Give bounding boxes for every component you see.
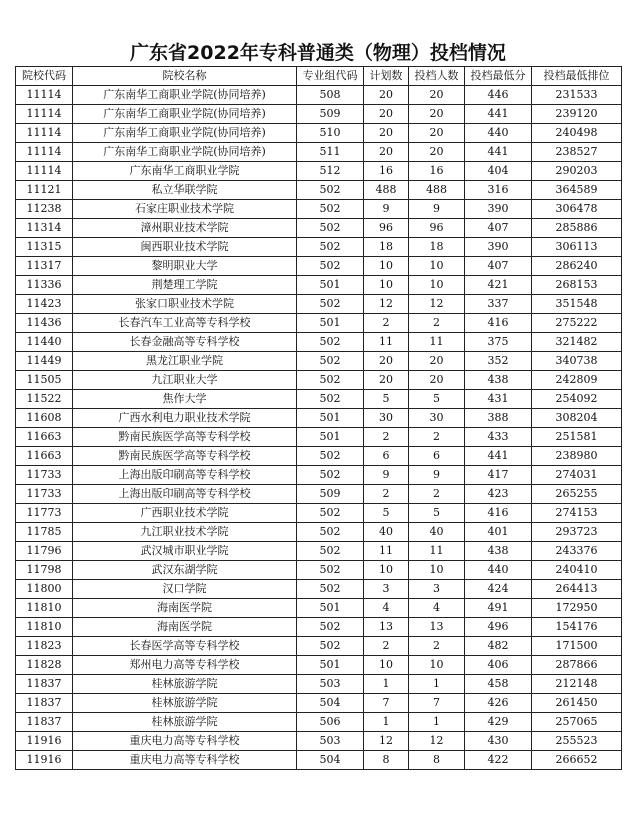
cell-min-rank: 212148 bbox=[532, 675, 622, 694]
cell-admitted-count: 1 bbox=[409, 713, 465, 732]
cell-min-score: 441 bbox=[465, 143, 532, 162]
cell-min-score: 416 bbox=[465, 314, 532, 333]
cell-admitted-count: 488 bbox=[409, 181, 465, 200]
cell-group-code: 501 bbox=[297, 409, 364, 428]
cell-plan-count: 2 bbox=[364, 428, 409, 447]
cell-school-name: 私立华联学院 bbox=[73, 181, 297, 200]
cell-school-code: 11785 bbox=[16, 523, 73, 542]
header-admitted-count: 投档人数 bbox=[409, 67, 465, 86]
cell-school-name: 重庆电力高等专科学校 bbox=[73, 751, 297, 770]
cell-school-name: 桂林旅游学院 bbox=[73, 713, 297, 732]
cell-admitted-count: 10 bbox=[409, 656, 465, 675]
cell-school-code: 11663 bbox=[16, 428, 73, 447]
cell-group-code: 502 bbox=[297, 637, 364, 656]
cell-plan-count: 5 bbox=[364, 390, 409, 409]
cell-plan-count: 16 bbox=[364, 162, 409, 181]
cell-min-score: 458 bbox=[465, 675, 532, 694]
cell-admitted-count: 10 bbox=[409, 257, 465, 276]
cell-min-score: 316 bbox=[465, 181, 532, 200]
cell-school-name: 重庆电力高等专科学校 bbox=[73, 732, 297, 751]
cell-min-score: 390 bbox=[465, 200, 532, 219]
cell-min-rank: 268153 bbox=[532, 276, 622, 295]
cell-admitted-count: 5 bbox=[409, 504, 465, 523]
table-row bbox=[16, 542, 622, 561]
cell-school-name: 海南医学院 bbox=[73, 599, 297, 618]
cell-group-code: 501 bbox=[297, 314, 364, 333]
cell-school-name: 焦作大学 bbox=[73, 390, 297, 409]
cell-min-score: 496 bbox=[465, 618, 532, 637]
cell-min-score: 430 bbox=[465, 732, 532, 751]
cell-school-name: 长春医学高等专科学校 bbox=[73, 637, 297, 656]
table-row bbox=[16, 86, 622, 105]
cell-school-name: 荆楚理工学院 bbox=[73, 276, 297, 295]
cell-plan-count: 1 bbox=[364, 713, 409, 732]
header-school-code: 院校代码 bbox=[16, 67, 73, 86]
table-row bbox=[16, 523, 622, 542]
cell-min-score: 390 bbox=[465, 238, 532, 257]
cell-school-code: 11315 bbox=[16, 238, 73, 257]
cell-admitted-count: 8 bbox=[409, 751, 465, 770]
table-row bbox=[16, 390, 622, 409]
cell-school-code: 11114 bbox=[16, 162, 73, 181]
cell-school-code: 11663 bbox=[16, 447, 73, 466]
cell-group-code: 502 bbox=[297, 580, 364, 599]
cell-min-rank: 293723 bbox=[532, 523, 622, 542]
table-row bbox=[16, 656, 622, 675]
cell-school-code: 11810 bbox=[16, 599, 73, 618]
table-row bbox=[16, 637, 622, 656]
table-row bbox=[16, 504, 622, 523]
table-row bbox=[16, 580, 622, 599]
table-row bbox=[16, 732, 622, 751]
cell-plan-count: 40 bbox=[364, 523, 409, 542]
page-title: 广东省2022年专科普通类（物理）投档情况 bbox=[130, 42, 506, 64]
cell-min-score: 417 bbox=[465, 466, 532, 485]
table-row bbox=[16, 181, 622, 200]
cell-school-name: 上海出版印刷高等专科学校 bbox=[73, 485, 297, 504]
cell-min-score: 433 bbox=[465, 428, 532, 447]
cell-school-code: 11823 bbox=[16, 637, 73, 656]
cell-group-code: 510 bbox=[297, 124, 364, 143]
cell-plan-count: 18 bbox=[364, 238, 409, 257]
cell-admitted-count: 2 bbox=[409, 637, 465, 656]
cell-admitted-count: 20 bbox=[409, 105, 465, 124]
cell-min-score: 421 bbox=[465, 276, 532, 295]
cell-plan-count: 3 bbox=[364, 580, 409, 599]
cell-admitted-count: 9 bbox=[409, 200, 465, 219]
cell-min-score: 491 bbox=[465, 599, 532, 618]
cell-min-score: 429 bbox=[465, 713, 532, 732]
cell-school-name: 桂林旅游学院 bbox=[73, 694, 297, 713]
cell-group-code: 509 bbox=[297, 105, 364, 124]
cell-min-rank: 275222 bbox=[532, 314, 622, 333]
cell-group-code: 502 bbox=[297, 352, 364, 371]
table-row bbox=[16, 238, 622, 257]
cell-group-code: 501 bbox=[297, 428, 364, 447]
cell-school-name: 闽西职业技术学院 bbox=[73, 238, 297, 257]
cell-school-name: 广东南华工商职业学院(协同培养) bbox=[73, 105, 297, 124]
cell-min-rank: 364589 bbox=[532, 181, 622, 200]
cell-plan-count: 7 bbox=[364, 694, 409, 713]
cell-min-score: 401 bbox=[465, 523, 532, 542]
cell-school-name: 黑龙江职业学院 bbox=[73, 352, 297, 371]
table-row bbox=[16, 618, 622, 637]
cell-min-rank: 239120 bbox=[532, 105, 622, 124]
cell-school-code: 11837 bbox=[16, 694, 73, 713]
cell-school-name: 汉口学院 bbox=[73, 580, 297, 599]
cell-plan-count: 10 bbox=[364, 257, 409, 276]
table-row bbox=[16, 428, 622, 447]
cell-admitted-count: 20 bbox=[409, 352, 465, 371]
table-row bbox=[16, 675, 622, 694]
cell-min-rank: 286240 bbox=[532, 257, 622, 276]
cell-group-code: 502 bbox=[297, 466, 364, 485]
cell-group-code: 502 bbox=[297, 181, 364, 200]
cell-admitted-count: 9 bbox=[409, 466, 465, 485]
cell-min-rank: 290203 bbox=[532, 162, 622, 181]
admission-table bbox=[15, 66, 622, 770]
cell-school-code: 11810 bbox=[16, 618, 73, 637]
cell-school-name: 武汉城市职业学院 bbox=[73, 542, 297, 561]
cell-admitted-count: 6 bbox=[409, 447, 465, 466]
table-row bbox=[16, 105, 622, 124]
cell-group-code: 503 bbox=[297, 732, 364, 751]
cell-group-code: 502 bbox=[297, 257, 364, 276]
cell-group-code: 503 bbox=[297, 675, 364, 694]
cell-plan-count: 8 bbox=[364, 751, 409, 770]
cell-min-rank: 240498 bbox=[532, 124, 622, 143]
cell-school-code: 11733 bbox=[16, 485, 73, 504]
cell-school-code: 11336 bbox=[16, 276, 73, 295]
cell-group-code: 504 bbox=[297, 694, 364, 713]
cell-min-rank: 306478 bbox=[532, 200, 622, 219]
header-min-score: 投档最低分 bbox=[465, 67, 532, 86]
table-row bbox=[16, 124, 622, 143]
cell-plan-count: 30 bbox=[364, 409, 409, 428]
cell-min-rank: 251581 bbox=[532, 428, 622, 447]
cell-plan-count: 96 bbox=[364, 219, 409, 238]
table-row bbox=[16, 409, 622, 428]
cell-min-score: 440 bbox=[465, 561, 532, 580]
table-row bbox=[16, 694, 622, 713]
cell-plan-count: 13 bbox=[364, 618, 409, 637]
cell-plan-count: 4 bbox=[364, 599, 409, 618]
cell-group-code: 502 bbox=[297, 618, 364, 637]
cell-min-rank: 231533 bbox=[532, 86, 622, 105]
cell-group-code: 502 bbox=[297, 295, 364, 314]
cell-school-code: 11114 bbox=[16, 105, 73, 124]
header-group-code: 专业组代码 bbox=[297, 67, 364, 86]
cell-plan-count: 20 bbox=[364, 124, 409, 143]
cell-group-code: 504 bbox=[297, 751, 364, 770]
cell-min-rank: 351548 bbox=[532, 295, 622, 314]
cell-min-rank: 265255 bbox=[532, 485, 622, 504]
cell-plan-count: 5 bbox=[364, 504, 409, 523]
cell-min-rank: 238980 bbox=[532, 447, 622, 466]
cell-group-code: 502 bbox=[297, 390, 364, 409]
cell-min-score: 388 bbox=[465, 409, 532, 428]
cell-min-rank: 285886 bbox=[532, 219, 622, 238]
cell-min-score: 407 bbox=[465, 219, 532, 238]
cell-school-code: 11522 bbox=[16, 390, 73, 409]
cell-min-rank: 254092 bbox=[532, 390, 622, 409]
table-row bbox=[16, 200, 622, 219]
cell-admitted-count: 96 bbox=[409, 219, 465, 238]
table-row bbox=[16, 314, 622, 333]
cell-min-score: 438 bbox=[465, 371, 532, 390]
cell-school-name: 黔南民族医学高等专科学校 bbox=[73, 428, 297, 447]
cell-admitted-count: 20 bbox=[409, 86, 465, 105]
cell-min-score: 407 bbox=[465, 257, 532, 276]
cell-plan-count: 10 bbox=[364, 656, 409, 675]
cell-school-code: 11449 bbox=[16, 352, 73, 371]
cell-plan-count: 2 bbox=[364, 314, 409, 333]
cell-school-name: 张家口职业技术学院 bbox=[73, 295, 297, 314]
cell-group-code: 501 bbox=[297, 276, 364, 295]
cell-plan-count: 20 bbox=[364, 105, 409, 124]
cell-min-score: 482 bbox=[465, 637, 532, 656]
cell-school-name: 广东南华工商职业学院 bbox=[73, 162, 297, 181]
cell-school-code: 11238 bbox=[16, 200, 73, 219]
cell-school-name: 广西职业技术学院 bbox=[73, 504, 297, 523]
cell-plan-count: 2 bbox=[364, 637, 409, 656]
cell-school-code: 11916 bbox=[16, 732, 73, 751]
cell-min-rank: 257065 bbox=[532, 713, 622, 732]
cell-min-rank: 340738 bbox=[532, 352, 622, 371]
cell-group-code: 501 bbox=[297, 599, 364, 618]
cell-group-code: 501 bbox=[297, 656, 364, 675]
cell-min-score: 422 bbox=[465, 751, 532, 770]
cell-group-code: 511 bbox=[297, 143, 364, 162]
cell-min-score: 446 bbox=[465, 86, 532, 105]
table-body bbox=[16, 86, 622, 770]
cell-school-name: 漳州职业技术学院 bbox=[73, 219, 297, 238]
cell-admitted-count: 2 bbox=[409, 314, 465, 333]
table-row bbox=[16, 219, 622, 238]
cell-group-code: 502 bbox=[297, 561, 364, 580]
cell-school-code: 11114 bbox=[16, 124, 73, 143]
cell-min-rank: 255523 bbox=[532, 732, 622, 751]
cell-admitted-count: 2 bbox=[409, 485, 465, 504]
cell-admitted-count: 4 bbox=[409, 599, 465, 618]
cell-school-name: 上海出版印刷高等专科学校 bbox=[73, 466, 297, 485]
cell-plan-count: 10 bbox=[364, 561, 409, 580]
cell-plan-count: 20 bbox=[364, 86, 409, 105]
cell-admitted-count: 20 bbox=[409, 124, 465, 143]
cell-plan-count: 10 bbox=[364, 276, 409, 295]
table-row bbox=[16, 352, 622, 371]
cell-group-code: 506 bbox=[297, 713, 364, 732]
cell-admitted-count: 10 bbox=[409, 276, 465, 295]
cell-min-score: 426 bbox=[465, 694, 532, 713]
cell-school-name: 九江职业技术学院 bbox=[73, 523, 297, 542]
header-plan-count: 计划数 bbox=[364, 67, 409, 86]
cell-plan-count: 9 bbox=[364, 466, 409, 485]
cell-school-name: 桂林旅游学院 bbox=[73, 675, 297, 694]
table-row bbox=[16, 466, 622, 485]
cell-school-code: 11314 bbox=[16, 219, 73, 238]
cell-min-score: 438 bbox=[465, 542, 532, 561]
cell-min-score: 337 bbox=[465, 295, 532, 314]
cell-school-code: 11837 bbox=[16, 675, 73, 694]
cell-group-code: 502 bbox=[297, 200, 364, 219]
cell-min-score: 440 bbox=[465, 124, 532, 143]
cell-admitted-count: 5 bbox=[409, 390, 465, 409]
cell-school-code: 11798 bbox=[16, 561, 73, 580]
cell-group-code: 502 bbox=[297, 238, 364, 257]
cell-admitted-count: 3 bbox=[409, 580, 465, 599]
cell-admitted-count: 13 bbox=[409, 618, 465, 637]
cell-group-code: 502 bbox=[297, 523, 364, 542]
cell-school-code: 11317 bbox=[16, 257, 73, 276]
cell-school-code: 11440 bbox=[16, 333, 73, 352]
cell-min-score: 441 bbox=[465, 105, 532, 124]
cell-min-rank: 274153 bbox=[532, 504, 622, 523]
cell-school-code: 11608 bbox=[16, 409, 73, 428]
cell-plan-count: 20 bbox=[364, 371, 409, 390]
cell-min-rank: 240410 bbox=[532, 561, 622, 580]
cell-school-name: 广东南华工商职业学院(协同培养) bbox=[73, 86, 297, 105]
cell-plan-count: 11 bbox=[364, 333, 409, 352]
table-row bbox=[16, 295, 622, 314]
cell-group-code: 502 bbox=[297, 542, 364, 561]
cell-school-name: 长春金融高等专科学校 bbox=[73, 333, 297, 352]
cell-admitted-count: 20 bbox=[409, 371, 465, 390]
table-row bbox=[16, 485, 622, 504]
cell-min-rank: 171500 bbox=[532, 637, 622, 656]
cell-school-code: 11828 bbox=[16, 656, 73, 675]
cell-admitted-count: 12 bbox=[409, 732, 465, 751]
table-row bbox=[16, 162, 622, 181]
cell-min-score: 424 bbox=[465, 580, 532, 599]
cell-min-score: 416 bbox=[465, 504, 532, 523]
table-row bbox=[16, 751, 622, 770]
cell-admitted-count: 30 bbox=[409, 409, 465, 428]
cell-admitted-count: 18 bbox=[409, 238, 465, 257]
cell-plan-count: 20 bbox=[364, 143, 409, 162]
cell-min-rank: 243376 bbox=[532, 542, 622, 561]
cell-school-name: 广西水利电力职业技术学院 bbox=[73, 409, 297, 428]
table-row bbox=[16, 561, 622, 580]
cell-plan-count: 9 bbox=[364, 200, 409, 219]
cell-school-name: 石家庄职业技术学院 bbox=[73, 200, 297, 219]
cell-school-code: 11114 bbox=[16, 143, 73, 162]
table-row bbox=[16, 599, 622, 618]
cell-school-code: 11837 bbox=[16, 713, 73, 732]
table-row bbox=[16, 447, 622, 466]
cell-school-code: 11121 bbox=[16, 181, 73, 200]
table-row bbox=[16, 371, 622, 390]
cell-plan-count: 12 bbox=[364, 295, 409, 314]
cell-school-name: 黔南民族医学高等专科学校 bbox=[73, 447, 297, 466]
cell-min-rank: 242809 bbox=[532, 371, 622, 390]
cell-school-name: 广东南华工商职业学院(协同培养) bbox=[73, 124, 297, 143]
cell-group-code: 512 bbox=[297, 162, 364, 181]
table-row bbox=[16, 257, 622, 276]
cell-school-code: 11423 bbox=[16, 295, 73, 314]
cell-school-name: 黎明职业大学 bbox=[73, 257, 297, 276]
cell-plan-count: 6 bbox=[364, 447, 409, 466]
cell-school-name: 武汉东湖学院 bbox=[73, 561, 297, 580]
cell-min-rank: 306113 bbox=[532, 238, 622, 257]
cell-admitted-count: 20 bbox=[409, 143, 465, 162]
cell-min-score: 431 bbox=[465, 390, 532, 409]
cell-school-code: 11800 bbox=[16, 580, 73, 599]
cell-min-rank: 261450 bbox=[532, 694, 622, 713]
cell-admitted-count: 16 bbox=[409, 162, 465, 181]
cell-school-code: 11114 bbox=[16, 86, 73, 105]
cell-plan-count: 2 bbox=[364, 485, 409, 504]
cell-group-code: 502 bbox=[297, 504, 364, 523]
cell-group-code: 502 bbox=[297, 333, 364, 352]
cell-min-score: 406 bbox=[465, 656, 532, 675]
cell-admitted-count: 1 bbox=[409, 675, 465, 694]
cell-school-name: 广东南华工商职业学院(协同培养) bbox=[73, 143, 297, 162]
cell-plan-count: 488 bbox=[364, 181, 409, 200]
cell-admitted-count: 40 bbox=[409, 523, 465, 542]
cell-min-rank: 274031 bbox=[532, 466, 622, 485]
cell-school-code: 11773 bbox=[16, 504, 73, 523]
cell-min-rank: 172950 bbox=[532, 599, 622, 618]
cell-min-rank: 308204 bbox=[532, 409, 622, 428]
cell-min-rank: 154176 bbox=[532, 618, 622, 637]
cell-admitted-count: 11 bbox=[409, 333, 465, 352]
cell-group-code: 508 bbox=[297, 86, 364, 105]
cell-school-name: 海南医学院 bbox=[73, 618, 297, 637]
table-row bbox=[16, 276, 622, 295]
cell-group-code: 502 bbox=[297, 371, 364, 390]
table-row bbox=[16, 713, 622, 732]
cell-admitted-count: 7 bbox=[409, 694, 465, 713]
cell-plan-count: 1 bbox=[364, 675, 409, 694]
cell-group-code: 509 bbox=[297, 485, 364, 504]
cell-min-score: 404 bbox=[465, 162, 532, 181]
cell-school-code: 11505 bbox=[16, 371, 73, 390]
header-min-rank: 投档最低排位 bbox=[532, 67, 622, 86]
cell-admitted-count: 2 bbox=[409, 428, 465, 447]
cell-min-rank: 238527 bbox=[532, 143, 622, 162]
cell-plan-count: 12 bbox=[364, 732, 409, 751]
cell-plan-count: 11 bbox=[364, 542, 409, 561]
cell-min-rank: 321482 bbox=[532, 333, 622, 352]
cell-min-score: 423 bbox=[465, 485, 532, 504]
table-row bbox=[16, 333, 622, 352]
cell-min-score: 352 bbox=[465, 352, 532, 371]
cell-min-rank: 266652 bbox=[532, 751, 622, 770]
cell-school-code: 11733 bbox=[16, 466, 73, 485]
cell-plan-count: 20 bbox=[364, 352, 409, 371]
cell-school-name: 九江职业大学 bbox=[73, 371, 297, 390]
cell-admitted-count: 11 bbox=[409, 542, 465, 561]
cell-admitted-count: 10 bbox=[409, 561, 465, 580]
cell-group-code: 502 bbox=[297, 447, 364, 466]
cell-school-code: 11796 bbox=[16, 542, 73, 561]
cell-min-score: 375 bbox=[465, 333, 532, 352]
cell-school-code: 11916 bbox=[16, 751, 73, 770]
cell-min-rank: 287866 bbox=[532, 656, 622, 675]
cell-school-name: 长春汽车工业高等专科学校 bbox=[73, 314, 297, 333]
cell-min-rank: 264413 bbox=[532, 580, 622, 599]
cell-school-code: 11436 bbox=[16, 314, 73, 333]
cell-min-score: 441 bbox=[465, 447, 532, 466]
cell-group-code: 502 bbox=[297, 219, 364, 238]
table-row bbox=[16, 143, 622, 162]
table-header-row bbox=[16, 67, 622, 86]
header-school-name: 院校名称 bbox=[73, 67, 297, 86]
cell-admitted-count: 12 bbox=[409, 295, 465, 314]
cell-school-name: 郑州电力高等专科学校 bbox=[73, 656, 297, 675]
